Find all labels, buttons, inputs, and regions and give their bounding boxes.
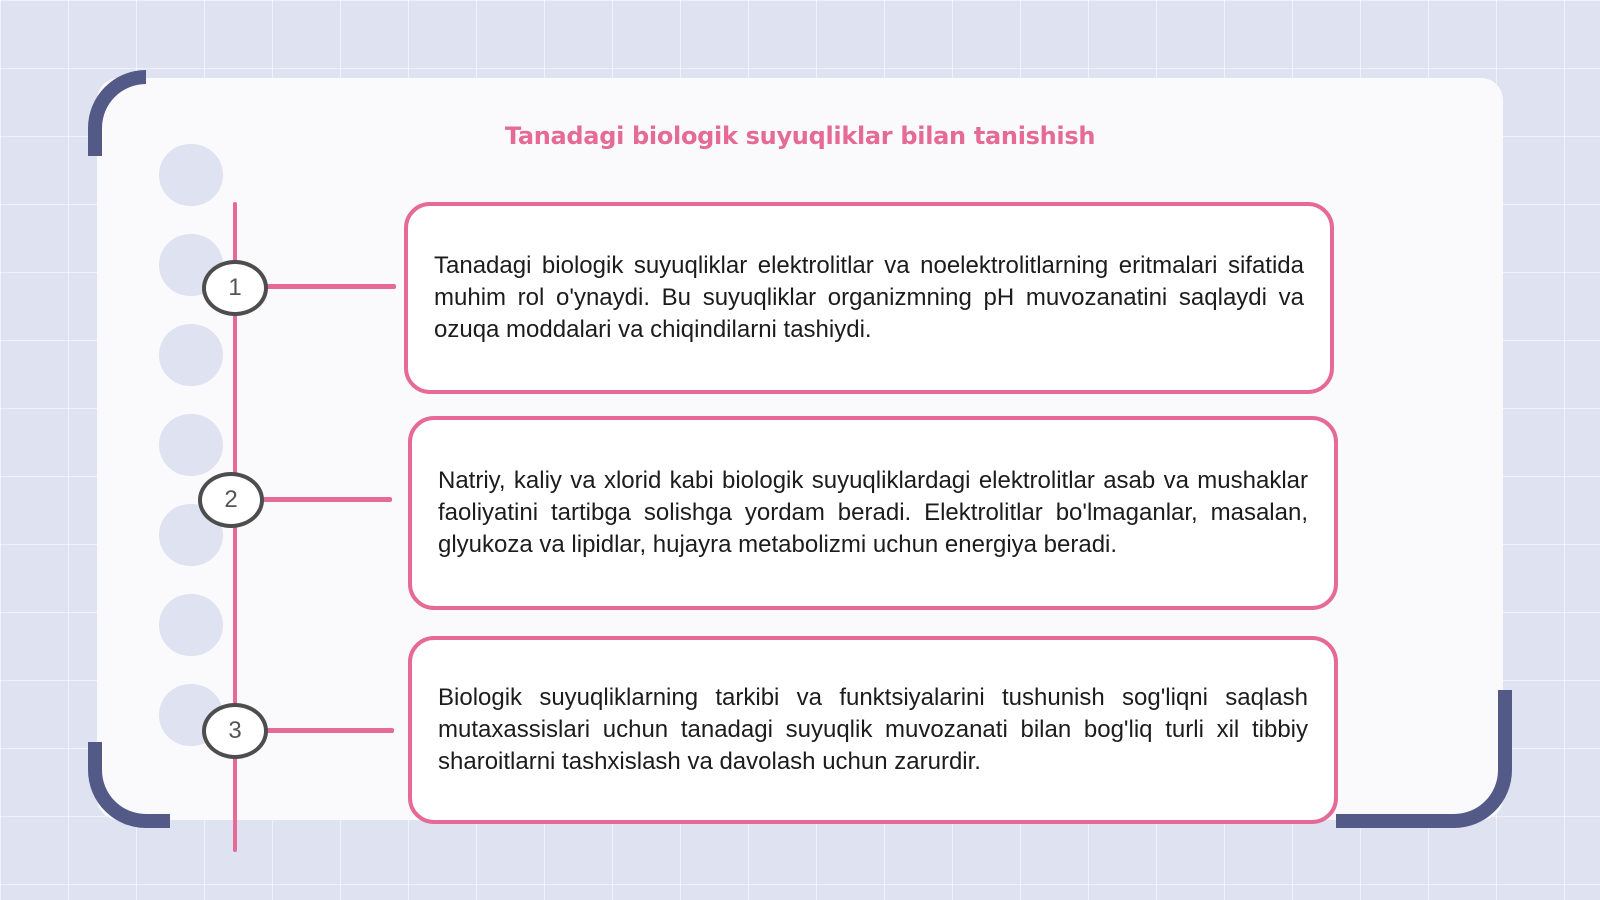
card-notch [159,144,223,206]
corner-bracket-bottom-left [88,742,170,828]
step-number-badge: 2 [198,472,264,528]
card-notch [159,324,223,386]
timeline-connector [266,728,394,733]
timeline-connector [266,284,396,289]
slide-title: Tanadagi biologik suyuqliklar bilan tanishish [504,122,1096,150]
content-box [404,202,1334,394]
content-text: Biologik suyuqliklarning tarkibi va funktsiyalarini tushunish sog'liqni saqlash mutaxassislari uchun tanadagi suyuqlik muvozanati bilan bog'liq turli xil tibbiy sharoitlarni tashxislash va davolash uchun zarurdir. [438,684,1308,775]
corner-bracket-bottom-right [1336,690,1512,828]
timeline-connector [262,497,392,502]
content-text: Tanadagi biologik suyuqliklar elektrolitlar va noelektrolitlarning eritmalari sifatida muhim rol o'ynaydi. Bu suyuqliklar organizmning pH muvozanatini saqlaydi va ozuqa moddalari va chiqindilarni tashiydi. [434,252,1304,343]
step-number-badge: 3 [202,703,268,759]
content-text: Natriy, kaliy va xlorid kabi biologik suyuqliklardagi elektrolitlar asab va mushaklar faoliyatini tartibga solishga yordam beradi. Elektrolitlar bo'lmaganlar, masalan, glyukoza va lipidlar, hujayra metabolizmi uchun energiya beradi. [438,467,1308,558]
card-notch [159,414,223,476]
card-notch [159,594,223,656]
step-number-badge: 1 [202,260,268,316]
content-box [408,636,1338,824]
content-box [408,416,1338,610]
